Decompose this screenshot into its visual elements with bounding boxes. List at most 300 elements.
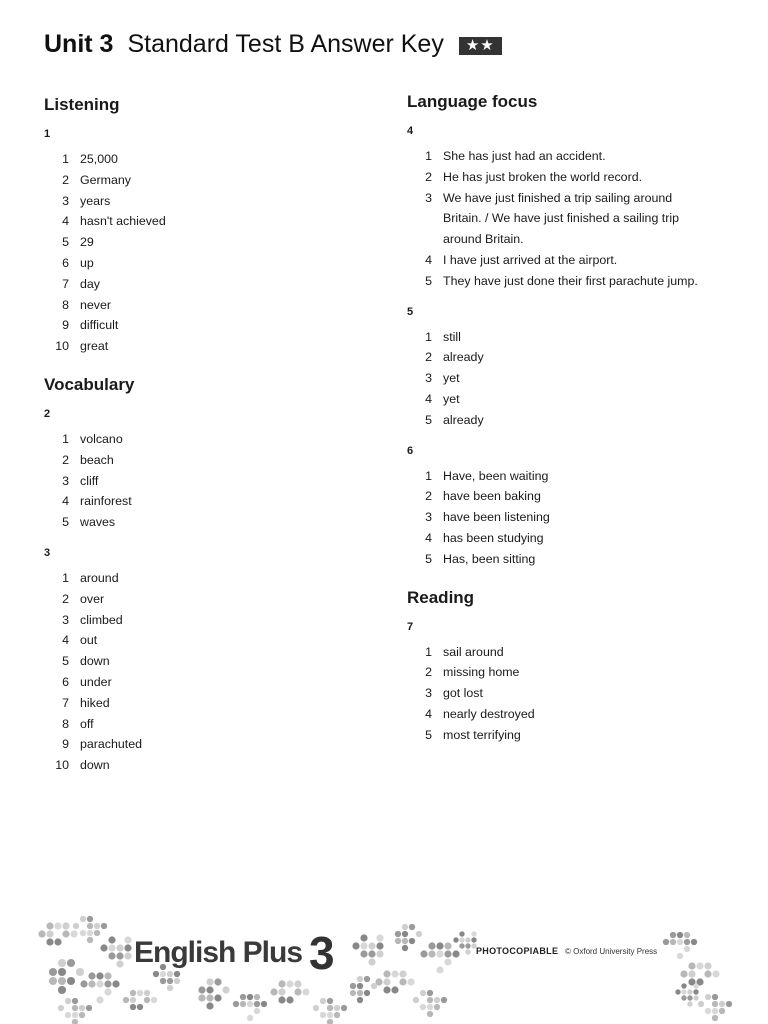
pattern-dot xyxy=(79,1012,85,1018)
answer-number: 5 xyxy=(62,235,69,250)
pattern-dot xyxy=(46,922,53,929)
answer-number: 1 xyxy=(425,149,432,163)
pattern-dot xyxy=(96,980,103,987)
pattern-dot xyxy=(453,937,458,942)
pattern-dot xyxy=(383,970,390,977)
answer-item xyxy=(44,149,374,170)
exercise-number: 2 xyxy=(44,407,51,420)
pattern-dot xyxy=(49,977,57,985)
pattern-dot xyxy=(681,983,686,988)
pattern-dot xyxy=(383,986,390,993)
section-title-vocabulary: Vocabulary xyxy=(44,374,135,394)
pattern-dot xyxy=(58,1005,64,1011)
section-title-language-focus: Language focus xyxy=(407,92,538,111)
answer-number xyxy=(407,208,432,229)
answer-item xyxy=(407,327,737,348)
answer-text: years xyxy=(80,193,111,208)
pattern-dot xyxy=(409,938,415,944)
pattern-dot xyxy=(663,939,669,945)
pattern-dot xyxy=(174,978,180,984)
pattern-dot xyxy=(65,1012,71,1018)
answer-number: 5 xyxy=(62,515,69,530)
copyright-label: © Oxford University Press xyxy=(565,947,658,956)
answer-number xyxy=(407,229,432,250)
pattern-dot xyxy=(100,944,107,951)
pattern-dot xyxy=(420,1004,426,1010)
difficulty-stars-badge: ★★ xyxy=(459,37,502,55)
answer-number: 2 xyxy=(62,172,69,187)
pattern-dot xyxy=(247,1001,253,1007)
pattern-dot xyxy=(96,996,103,1003)
pattern-dot xyxy=(677,939,683,945)
pattern-dot xyxy=(364,990,370,996)
pattern-dot xyxy=(693,983,698,988)
pattern-dot xyxy=(87,937,93,943)
pattern-dot xyxy=(691,939,697,945)
pattern-dot xyxy=(436,966,443,973)
answer-number: 3 xyxy=(425,686,432,701)
pattern-dot xyxy=(712,1015,718,1021)
pattern-dot xyxy=(87,930,93,936)
pattern-dot xyxy=(104,972,111,979)
answer-text: day xyxy=(80,276,100,291)
answer-number: 5 xyxy=(425,412,432,427)
pattern-dot xyxy=(368,958,375,965)
answer-item xyxy=(407,662,737,683)
answer-text: already xyxy=(443,350,484,365)
answer-number: 6 xyxy=(62,674,69,689)
answer-number: 5 xyxy=(425,551,432,566)
pattern-dot xyxy=(364,976,370,982)
answer-number: 4 xyxy=(425,252,432,267)
pattern-dot xyxy=(465,943,470,948)
pattern-dot xyxy=(153,971,159,977)
pattern-dot xyxy=(687,989,692,994)
pattern-dot xyxy=(206,1002,213,1009)
pattern-dot xyxy=(698,1001,704,1007)
answer-text: down xyxy=(80,758,110,773)
pattern-dot xyxy=(240,1001,246,1007)
pattern-dot xyxy=(444,958,451,965)
answer-text: beach xyxy=(80,452,114,467)
answer-item xyxy=(407,704,737,725)
pattern-dot xyxy=(327,1005,333,1011)
pattern-dot xyxy=(104,980,111,987)
pattern-dot xyxy=(376,942,383,949)
answer-item xyxy=(44,734,374,755)
pattern-dot xyxy=(420,950,427,957)
pattern-dot xyxy=(88,972,95,979)
answer-number: 6 xyxy=(62,255,69,270)
pattern-dot xyxy=(160,978,166,984)
pattern-dot xyxy=(254,1001,260,1007)
pattern-dot xyxy=(376,934,383,941)
answer-item xyxy=(44,651,374,672)
answer-number: 2 xyxy=(425,489,432,504)
answer-text: Has, been sitting xyxy=(443,551,536,566)
pattern-dot xyxy=(73,923,79,929)
answer-item xyxy=(407,368,737,389)
answer-number: 3 xyxy=(62,193,69,208)
pattern-dot xyxy=(704,970,711,977)
pattern-dot xyxy=(167,978,173,984)
pattern-dot xyxy=(124,936,131,943)
answer-text: rainforest xyxy=(80,494,132,509)
answer-text: 29 xyxy=(80,235,94,250)
pattern-dot xyxy=(261,1001,267,1007)
pattern-dot xyxy=(70,930,77,937)
answer-number: 1 xyxy=(62,152,69,166)
answer-text: great xyxy=(80,339,109,354)
pattern-dot xyxy=(254,994,260,1000)
answer-list-6 xyxy=(407,466,737,570)
answer-text: cliff xyxy=(80,473,99,488)
unit-label: Unit 3 xyxy=(44,30,114,58)
pattern-dot xyxy=(696,962,703,969)
pattern-dot xyxy=(436,950,443,957)
pattern-dot xyxy=(357,976,363,982)
answer-text: missing home xyxy=(443,665,520,680)
pattern-dot xyxy=(376,950,383,957)
answer-number: 5 xyxy=(425,273,432,288)
pattern-dot xyxy=(684,939,690,945)
pattern-dot xyxy=(124,952,131,959)
pattern-dot xyxy=(270,988,277,995)
pattern-dot xyxy=(434,997,440,1003)
pattern-dot xyxy=(214,978,221,985)
answer-item xyxy=(407,725,737,746)
pattern-dot xyxy=(233,1001,239,1007)
answer-item xyxy=(44,295,374,316)
pattern-dot xyxy=(62,930,69,937)
pattern-dot xyxy=(687,1001,692,1006)
pattern-dot xyxy=(167,971,173,977)
pattern-dot xyxy=(320,1012,326,1018)
pattern-dot xyxy=(286,980,293,987)
answer-item xyxy=(44,512,374,533)
answer-number: 4 xyxy=(425,706,432,721)
pattern-dot xyxy=(54,938,61,945)
pattern-dot xyxy=(681,995,686,1000)
answer-text: up xyxy=(80,255,94,270)
answer-item xyxy=(44,491,374,512)
pattern-dot xyxy=(350,983,356,989)
pattern-dot xyxy=(72,1005,78,1011)
answer-item xyxy=(44,714,374,735)
pattern-dot xyxy=(151,997,157,1003)
answer-number: 4 xyxy=(425,391,432,406)
exercise-number: 4 xyxy=(407,125,414,137)
pattern-dot xyxy=(670,939,676,945)
pattern-dot xyxy=(360,934,367,941)
pattern-dot xyxy=(294,980,301,987)
pattern-dot xyxy=(108,944,115,951)
pattern-dot xyxy=(67,959,75,967)
answer-number: 9 xyxy=(62,318,69,333)
pattern-dot xyxy=(80,980,87,987)
pattern-dot xyxy=(278,996,285,1003)
pattern-dot xyxy=(465,937,470,942)
answer-text: yet xyxy=(443,371,460,386)
answer-text: nearly destroyed xyxy=(443,706,535,721)
pattern-dot xyxy=(222,986,229,993)
pattern-dot xyxy=(294,988,301,995)
answer-text: never xyxy=(80,297,111,312)
pattern-dot xyxy=(327,1012,333,1018)
answer-list-1 xyxy=(44,149,374,357)
page-title xyxy=(44,30,502,59)
answer-number: 2 xyxy=(62,452,69,467)
answer-text: got lost xyxy=(443,686,483,701)
answer-item xyxy=(407,389,737,410)
answer-number: 4 xyxy=(425,530,432,545)
answer-number: 1 xyxy=(62,570,69,585)
pattern-dot xyxy=(137,990,143,996)
exercise-number: 7 xyxy=(407,620,414,633)
pattern-dot xyxy=(86,1005,92,1011)
right-column xyxy=(407,91,737,746)
answer-text: already xyxy=(443,412,484,427)
pattern-dot xyxy=(675,989,680,994)
pattern-dot xyxy=(402,945,408,951)
pattern-dot xyxy=(247,1015,253,1021)
answer-number: 4 xyxy=(62,494,69,509)
answer-item xyxy=(44,211,374,232)
answer-item xyxy=(407,486,737,507)
answer-item xyxy=(44,672,374,693)
answer-item xyxy=(44,693,374,714)
pattern-dot xyxy=(124,944,131,951)
pattern-dot xyxy=(428,950,435,957)
pattern-dot xyxy=(688,970,695,977)
answer-item xyxy=(44,568,374,589)
answer-item xyxy=(407,642,737,663)
answer-text: sail around xyxy=(443,644,504,659)
answer-item xyxy=(407,683,737,704)
pattern-dot xyxy=(49,968,57,976)
answer-item xyxy=(44,232,374,253)
pattern-dot xyxy=(704,962,711,969)
pattern-dot xyxy=(87,916,93,922)
answer-item xyxy=(44,274,374,295)
answer-text: off xyxy=(80,716,94,731)
pattern-dot xyxy=(278,988,285,995)
pattern-dot xyxy=(341,1005,347,1011)
pattern-dot xyxy=(350,990,356,996)
answer-item xyxy=(407,507,737,528)
answer-text: still xyxy=(443,329,461,344)
answer-item xyxy=(44,630,374,651)
answer-text: They have just done their first parachute jump. xyxy=(443,273,698,288)
pattern-dot xyxy=(96,972,103,979)
pattern-dot xyxy=(320,998,326,1004)
pattern-dot xyxy=(76,968,84,976)
answer-item xyxy=(407,208,737,229)
answer-number: 1 xyxy=(425,329,432,344)
pattern-dot xyxy=(395,938,401,944)
answer-text: hiked xyxy=(80,695,110,710)
pattern-dot xyxy=(38,930,45,937)
answer-item xyxy=(44,253,374,274)
answer-text: have been baking xyxy=(443,489,541,504)
pattern-dot xyxy=(407,978,414,985)
pattern-dot xyxy=(471,937,476,942)
pattern-dot xyxy=(58,986,66,994)
pattern-dot xyxy=(198,986,205,993)
pattern-dot xyxy=(693,995,698,1000)
answer-number: 1 xyxy=(425,644,432,659)
answer-text: I have just arrived at the airport. xyxy=(443,252,618,267)
answer-item xyxy=(407,466,737,487)
pattern-dot xyxy=(427,1004,433,1010)
pattern-dot xyxy=(94,930,100,936)
pattern-dot xyxy=(427,997,433,1003)
pattern-dot xyxy=(240,994,246,1000)
pattern-dot xyxy=(360,942,367,949)
pattern-dot xyxy=(101,923,107,929)
pattern-dot xyxy=(137,1004,143,1010)
pattern-dot xyxy=(72,1019,78,1024)
pattern-dot xyxy=(687,995,692,1000)
answer-number: 3 xyxy=(62,612,69,627)
pattern-dot xyxy=(427,990,433,996)
answer-item xyxy=(407,271,737,292)
pattern-dot xyxy=(174,971,180,977)
pattern-dot xyxy=(693,989,698,994)
answer-list-3 xyxy=(44,568,374,776)
pattern-dot xyxy=(413,997,419,1003)
answer-item xyxy=(407,229,737,250)
pattern-dot xyxy=(87,923,93,929)
pattern-dot xyxy=(88,980,95,987)
pattern-dot xyxy=(684,932,690,938)
answer-list-5 xyxy=(407,327,737,431)
answer-number: 3 xyxy=(425,371,432,386)
pattern-dot xyxy=(416,931,422,937)
answer-number: 2 xyxy=(425,169,432,184)
answer-number: 3 xyxy=(425,190,432,205)
pattern-dot xyxy=(434,1004,440,1010)
answer-text: under xyxy=(80,674,112,689)
pattern-dot xyxy=(80,930,86,936)
pattern-dot xyxy=(402,924,408,930)
answer-item xyxy=(44,336,374,357)
answer-number: 10 xyxy=(55,758,69,773)
pattern-dot xyxy=(94,923,100,929)
answer-number: 5 xyxy=(425,727,432,742)
answer-text: around xyxy=(80,570,119,585)
answer-item xyxy=(44,315,374,336)
left-column xyxy=(44,94,374,776)
pattern-dot xyxy=(79,1005,85,1011)
pattern-dot xyxy=(452,950,459,957)
pattern-dot xyxy=(112,980,119,987)
pattern-dot xyxy=(391,986,398,993)
answer-item xyxy=(44,191,374,212)
answer-item xyxy=(44,429,374,450)
answer-number: 4 xyxy=(62,214,69,229)
pattern-dot xyxy=(360,950,367,957)
pattern-dot xyxy=(58,977,66,985)
pattern-dot xyxy=(198,994,205,1001)
answer-text: waves xyxy=(80,515,116,530)
pattern-dot xyxy=(313,1005,319,1011)
pattern-dot xyxy=(80,916,86,922)
answer-number: 8 xyxy=(62,297,69,312)
pattern-dot xyxy=(705,1008,711,1014)
pattern-dot xyxy=(705,994,711,1000)
exercise-number: 5 xyxy=(407,305,414,318)
pattern-dot xyxy=(72,998,78,1004)
pattern-dot xyxy=(130,1004,136,1010)
pattern-dot xyxy=(327,998,333,1004)
pattern-dot xyxy=(116,952,123,959)
brand-logo: English Plus xyxy=(134,936,303,969)
answer-item xyxy=(407,528,737,549)
title-text: Standard Test B Answer Key xyxy=(127,30,444,58)
pattern-dot xyxy=(214,994,221,1001)
pattern-dot xyxy=(278,980,285,987)
pattern-dot xyxy=(130,997,136,1003)
pattern-dot xyxy=(108,936,115,943)
pattern-dot xyxy=(206,994,213,1001)
pattern-dot xyxy=(334,1005,340,1011)
pattern-dot xyxy=(712,1008,718,1014)
answer-text: 25,000 xyxy=(80,152,118,166)
answer-text: has been studying xyxy=(443,530,544,545)
answer-number: 2 xyxy=(425,350,432,365)
pattern-dot xyxy=(46,930,53,937)
pattern-dot xyxy=(334,1012,340,1018)
answer-number: 9 xyxy=(62,737,69,752)
pattern-dot xyxy=(677,953,683,959)
answer-item xyxy=(407,549,737,570)
pattern-dot xyxy=(72,1012,78,1018)
answer-item xyxy=(44,755,374,776)
pattern-dot xyxy=(420,990,426,996)
pattern-dot xyxy=(357,990,363,996)
exercise-number: 1 xyxy=(44,128,51,140)
answer-number: 3 xyxy=(425,510,432,525)
pattern-dot xyxy=(368,950,375,957)
pattern-dot xyxy=(471,931,476,936)
answer-number: 7 xyxy=(62,276,69,291)
pattern-dot xyxy=(719,1008,725,1014)
answer-text: have been listening xyxy=(443,510,550,525)
answer-item xyxy=(407,347,737,368)
answer-list-4 xyxy=(407,146,737,292)
pattern-dot xyxy=(46,938,53,945)
pattern-dot xyxy=(436,942,443,949)
pattern-dot xyxy=(286,996,293,1003)
pattern-dot xyxy=(371,983,377,989)
pattern-dot xyxy=(684,946,690,952)
answer-text: difficult xyxy=(80,318,119,333)
pattern-dot xyxy=(167,985,173,991)
pattern-dot xyxy=(428,942,435,949)
pattern-dot xyxy=(402,931,408,937)
pattern-dot xyxy=(399,978,406,985)
pattern-dot xyxy=(254,1008,260,1014)
pattern-dot xyxy=(444,942,451,949)
molecule-pattern-graphic xyxy=(0,912,768,1024)
answer-item xyxy=(407,167,737,188)
answer-number: 4 xyxy=(62,633,69,648)
pattern-dot xyxy=(427,1011,433,1017)
answer-number: 5 xyxy=(62,654,69,669)
answer-item xyxy=(44,610,374,631)
pattern-dot xyxy=(391,970,398,977)
